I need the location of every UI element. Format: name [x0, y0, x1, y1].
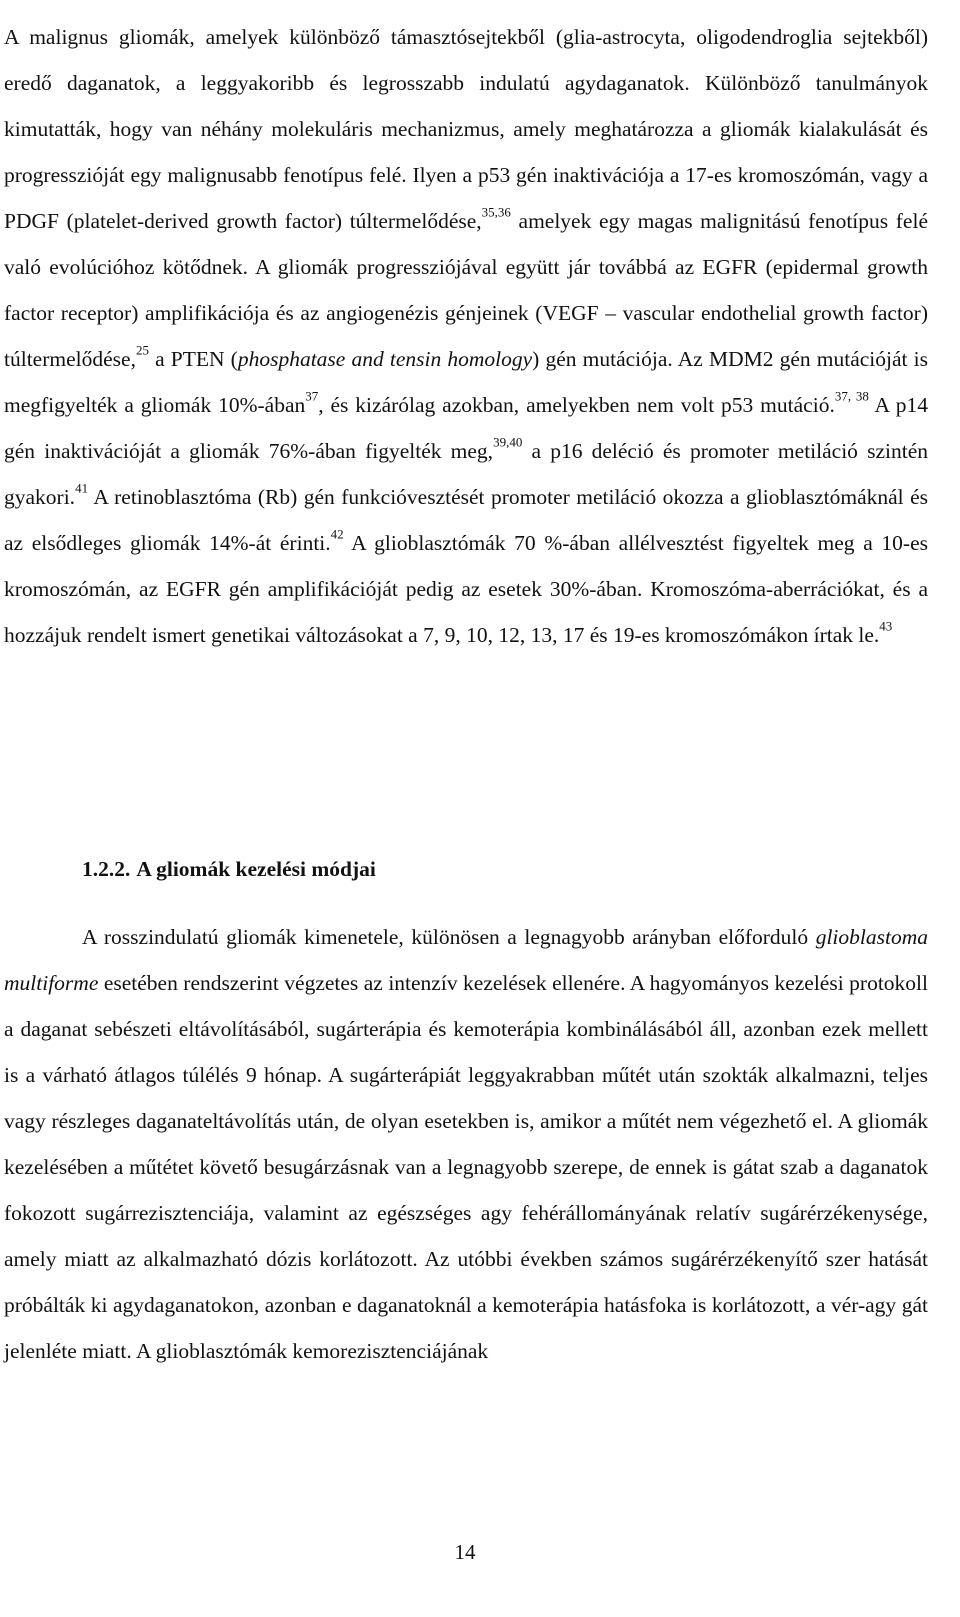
citation-ref: 39,40: [493, 433, 523, 449]
paragraph-glioma-genetics: [4, 14, 928, 658]
text-run: A retinoblasztóma (Rb) gén funkcióvesztését promoter metiláció okozza a glioblasztómáknál és az elsődleges gliomák 14%-át érinti.: [4, 484, 928, 555]
section-heading: [82, 846, 376, 892]
text-run: esetében rendszerint végzetes az intenzív kezelések ellenére. A hagyományos kezelési protokoll a daganat sebészeti eltávolításából, sugárterápia és kemoterápia kombinálásából áll, azonban ezek mellett is a várható átlagos túlélés 9 hónap. A sugárterápiát leggyakrabban műtét után szokták alkalmazni, teljes vagy részleges daganateltávolítás után, de olyan esetekben is, amikor a műtét nem végezhető el. A gliomák kezelésében a műtétet követő besugárzásnak van a legnagyobb szerepe, de ennek is gátat szab a daganatok fokozott sugárrezisztenciája, valamint az egészséges agy fehérállományának relatív sugárérzékenysége, amely miatt az alkalmazható dózis korlátozott. Az utóbbi években számos sugárérzékenyítő szer hatását próbálták ki agydaganatokon, azonban e daganatoknál a kemoterápia hatásfoka is korlátozott, a vér-agy gát jelenléte miatt. A glioblasztómák kemorezisztenciájának: [4, 970, 928, 1363]
text-run: , és kizárólag azokban, amelyekben nem volt p53 mutáció.: [318, 392, 835, 417]
paragraph-glioma-treatment: [4, 914, 928, 1374]
citation-ref: 37, 38: [834, 387, 869, 403]
italic-term: glioblastoma multiforme: [4, 924, 928, 995]
text-run: amelyek egy magas malignitású fenotípus felé való evolúcióhoz kötődnek. A gliomák progressziójával együtt jár továbbá az EGFR (epidermal growth factor receptor) amplifikációja és az angiogenézis génjeinek (VEGF – vascular endothelial growth factor) túltermelődése,: [4, 208, 928, 371]
citation-ref: 43: [879, 617, 893, 633]
text-run: a PTEN (: [148, 346, 238, 371]
text-run: a p16 deléció és promoter metiláció szintén gyakori.: [4, 438, 928, 509]
citation-ref: 42: [330, 525, 344, 541]
italic-term: phosphatase and tensin homology: [237, 346, 533, 371]
text-run: A malignus gliomák, amelyek különböző támasztósejtekből (glia-astrocyta, oligodendroglia sejtekből) eredő daganatok, a leggyakoribb és legrosszabb indulatú agydaganatok. Különböző tanulmányok kimutatták, hogy van néhány molekuláris mechanizmus, amely meghatározza a gliomák kialakulását és progresszióját egy malignusabb fenotípus felé. Ilyen a p53 gén inaktivációja a 17-es kromoszómán, vagy a PDGF (platelet-derived growth factor) túltermelődése,: [4, 24, 928, 233]
section-title: A gliomák kezelési módjai: [136, 857, 376, 881]
citation-ref: 37: [305, 387, 319, 403]
citation-ref: 25: [135, 341, 149, 357]
citation-ref: 35,36: [481, 203, 511, 219]
section-number: 1.2.2.: [82, 857, 131, 881]
text-run: A p14 gén inaktivációját a gliomák 76%-ában figyelték meg,: [4, 392, 929, 463]
page-number: 14: [454, 1540, 476, 1564]
text-run: A rosszindulatú gliomák kimenetele, különösen a legnagyobb arányban előforduló: [82, 924, 816, 949]
text-run: ) gén mutációja. Az MDM2 gén mutációját is megfigyelték a gliomák 10%-ában: [4, 346, 929, 417]
text-run: A glioblasztómák 70 %-ában allélvesztést figyeltek meg a 10-es kromoszómán, az EGFR gén amplifikációját pedig az esetek 30%-ában. Kromoszóma-aberrációkat, és a hozzájuk rendelt ismert genetikai változásokat a 7, 9, 10, 12, 13, 17 és 19-es kromoszómákon írtak le.: [4, 530, 928, 647]
citation-ref: 41: [75, 479, 89, 495]
